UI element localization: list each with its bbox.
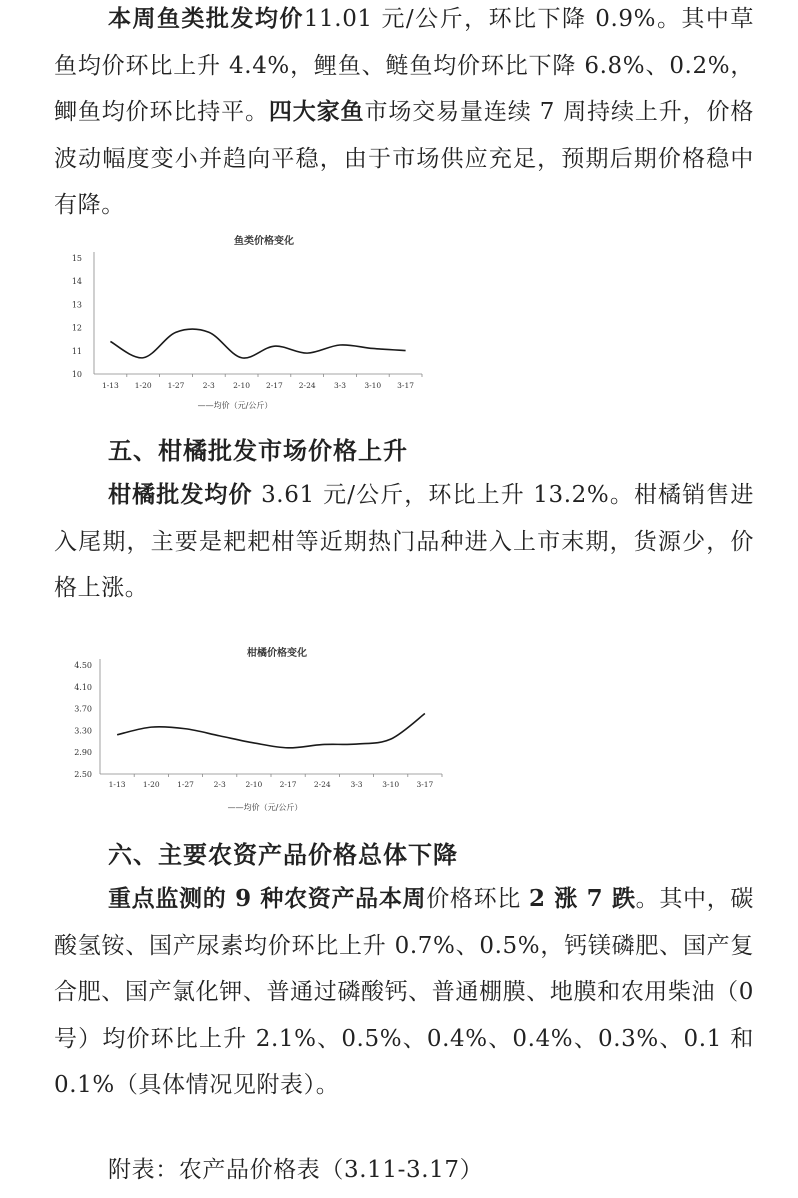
x-tick-label: 3-3 <box>333 381 347 390</box>
x-tick-label: 2-3 <box>202 381 215 390</box>
x-tick-label: 3-17 <box>397 381 415 390</box>
agri-supplies-paragraph <box>54 876 754 1109</box>
y-tick-label: 12 <box>71 323 82 333</box>
x-tick-label: 2-24 <box>298 381 316 390</box>
citrus-lead-bold: 柑橘批发均价 <box>108 481 253 508</box>
x-tick-label: 1-13 <box>108 780 126 789</box>
legend-label: ——均价（元/公斤） <box>227 803 303 812</box>
y-tick-label: 15 <box>71 254 82 263</box>
x-tick-label: 2-17 <box>265 381 283 390</box>
section6-heading: 六、主要农资产品价格总体下降 <box>108 840 458 869</box>
y-tick-label: 2.50 <box>74 770 92 779</box>
y-tick-label: 10 <box>71 370 82 379</box>
fish-text-1: 11.01 元/公斤，环比下降 0.9%。其中草鱼均价环比上升 4.4%，鲤鱼、鲢鱼均价环比下降 6.8%、0.2%，鲫鱼均价环比持平。 <box>54 6 754 125</box>
x-tick-label: 2-10 <box>233 381 251 390</box>
x-tick-label: 3-17 <box>416 780 434 789</box>
y-tick-label: 3.70 <box>74 704 92 714</box>
y-tick-label: 4.10 <box>74 682 92 692</box>
x-tick-label: 1-13 <box>101 381 119 390</box>
series-line <box>117 714 425 748</box>
x-tick-label: 3-10 <box>364 381 382 390</box>
legend-label: ——均价（元/公斤） <box>197 401 273 410</box>
four-fish-bold: 四大家鱼 <box>268 98 365 125</box>
x-tick-label: 2-17 <box>279 780 297 789</box>
appendix-label: 附表：农产品价格表（3.11-3.17） <box>108 1157 484 1183</box>
x-tick-label: 1-27 <box>177 780 194 789</box>
chart-title: 柑橘价格变化 <box>247 648 307 659</box>
x-tick-label: 1-20 <box>142 780 160 789</box>
y-tick-label: 11 <box>71 346 82 356</box>
y-tick-label: 13 <box>71 300 82 310</box>
x-tick-label: 1-20 <box>134 381 152 390</box>
agri-count-bold: 2 涨 7 跌 <box>528 885 636 912</box>
agri-text-1: 价格环比 <box>426 886 529 912</box>
fish-price-chart <box>60 228 440 418</box>
y-tick-label: 3.30 <box>74 726 92 736</box>
fish-chart-svg <box>60 228 440 418</box>
citrus-price-paragraph <box>54 472 754 612</box>
y-tick-label: 4.50 <box>74 661 92 670</box>
agri-text-2: 。其中，碳酸氢铵、国产尿素均价环比上升 0.7%、0.5%，钙镁磷肥、国产复合肥、国产氯化钾、普通过磷酸钙、普通棚膜、地膜和农用柴油（0 号）均价环比上升 2.1%、0.5%、0.4%、0.4%、0.3%、0.1 和 0.1%（具体情况见附表）。 <box>54 886 755 1098</box>
fish-price-paragraph <box>54 0 754 229</box>
section5-heading: 五、柑橘批发市场价格上升 <box>108 436 408 465</box>
x-tick-label: 1-27 <box>167 381 185 390</box>
y-tick-label: 14 <box>71 277 82 287</box>
x-tick-label: 3-3 <box>350 780 363 789</box>
chart-title: 鱼类价格变化 <box>234 236 294 247</box>
x-tick-label: 3-10 <box>382 780 400 789</box>
y-tick-label: 2.90 <box>74 748 92 758</box>
citrus-price-chart <box>60 640 460 820</box>
x-tick-label: 2-10 <box>245 780 263 789</box>
series-line <box>110 329 405 358</box>
fish-lead-bold: 本周鱼类批发均价 <box>108 5 304 32</box>
x-tick-label: 2-24 <box>313 780 331 789</box>
agri-lead-bold: 重点监测的 9 种农资产品本周 <box>108 885 427 912</box>
citrus-chart-svg <box>60 640 460 820</box>
x-tick-label: 2-3 <box>213 780 226 789</box>
citrus-text-1: 3.61 元/公斤，环比上升 13.2%。柑橘销售进入尾期，主要是耙耙柑等近期热门品种进入上市末期，货源少，价格上涨。 <box>54 482 754 601</box>
fish-text-2: 市场交易量连续 7 周持续上升，价格波动幅度变小并趋向平稳，由于市场供应充足，预期后期价格稳中有降。 <box>54 99 754 218</box>
